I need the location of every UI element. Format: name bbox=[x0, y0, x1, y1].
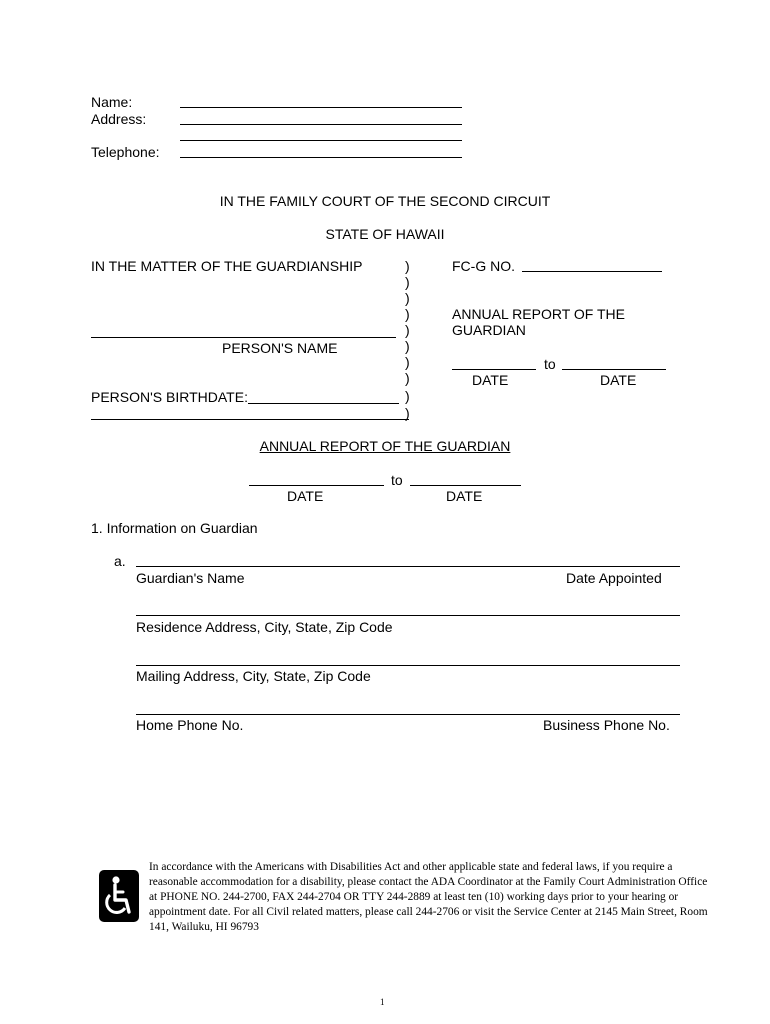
name-line[interactable] bbox=[180, 107, 462, 108]
item-a-label: a. bbox=[114, 553, 126, 569]
report-title-line2: GUARDIAN bbox=[452, 322, 526, 338]
caption-date-to-label: DATE bbox=[600, 372, 637, 388]
mailing-address-line[interactable] bbox=[136, 665, 680, 666]
business-phone-label: Business Phone No. bbox=[543, 717, 670, 733]
case-no-line[interactable] bbox=[522, 271, 662, 272]
birthdate-line[interactable] bbox=[248, 403, 399, 404]
caption-to-label: to bbox=[544, 356, 556, 372]
report-date-to-line[interactable] bbox=[410, 485, 521, 486]
residence-address-line[interactable] bbox=[136, 615, 680, 616]
birthdate-label: PERSON'S BIRTHDATE: bbox=[91, 389, 248, 405]
date-appointed-label: Date Appointed bbox=[566, 570, 662, 586]
paren: ) bbox=[405, 405, 410, 421]
report-date-from-line[interactable] bbox=[249, 485, 384, 486]
wheelchair-icon bbox=[99, 870, 139, 922]
matter-label: IN THE MATTER OF THE GUARDIANSHIP bbox=[91, 258, 363, 274]
report-title-line1: ANNUAL REPORT OF THE bbox=[452, 306, 625, 322]
caption-date-from-line[interactable] bbox=[452, 369, 536, 370]
paren: ) bbox=[405, 258, 410, 274]
paren: ) bbox=[405, 290, 410, 306]
persons-name-line[interactable] bbox=[91, 337, 396, 338]
caption-date-to-line[interactable] bbox=[562, 369, 666, 370]
page-number: 1 bbox=[380, 997, 385, 1007]
case-no-label: FC-G NO. bbox=[452, 258, 515, 274]
home-phone-label: Home Phone No. bbox=[136, 717, 244, 733]
name-label: Name: bbox=[91, 94, 133, 110]
report-date-from-label: DATE bbox=[287, 488, 324, 504]
paren: ) bbox=[405, 354, 410, 370]
mailing-address-label: Mailing Address, City, State, Zip Code bbox=[136, 668, 371, 684]
telephone-label: Telephone: bbox=[91, 144, 160, 160]
report-heading: ANNUAL REPORT OF THE GUARDIAN bbox=[259, 438, 511, 454]
guardians-name-label: Guardian's Name bbox=[136, 570, 245, 586]
paren: ) bbox=[405, 338, 410, 354]
state-title: STATE OF HAWAII bbox=[325, 226, 445, 242]
caption-date-from-label: DATE bbox=[472, 372, 509, 388]
paren: ) bbox=[405, 274, 410, 290]
caption-bottom-line bbox=[91, 419, 409, 420]
paren: ) bbox=[405, 388, 410, 404]
section1-heading: 1. Information on Guardian bbox=[91, 520, 258, 536]
ada-notice: In accordance with the Americans with Disabilities Act and other applicable state and federal laws, if you require a reasonable accommodation for a disability, please contact the ADA Coordinator at the Family Court Administration Office at PHONE NO. 244-2700, FAX 244-2704 OR TTY 244-2889 at least ten (10) working days prior to your hearing or appointment date. For all Civil related matters, please call 244-2706 or visit the Service Center at 2145 Main Street, Room 141, Wailuku, HI 96793 bbox=[149, 861, 708, 933]
paren: ) bbox=[405, 322, 410, 338]
address-line-1[interactable] bbox=[180, 124, 462, 125]
report-to-label: to bbox=[391, 472, 403, 488]
guardian-name-line[interactable] bbox=[136, 566, 680, 567]
residence-address-label: Residence Address, City, State, Zip Code bbox=[136, 619, 393, 635]
telephone-line[interactable] bbox=[180, 157, 462, 158]
phone-line[interactable] bbox=[136, 714, 680, 715]
court-title: IN THE FAMILY COURT OF THE SECOND CIRCUIT bbox=[219, 193, 551, 209]
paren: ) bbox=[405, 306, 410, 322]
report-date-to-label: DATE bbox=[446, 488, 483, 504]
address-label: Address: bbox=[91, 111, 147, 127]
persons-name-label: PERSON'S NAME bbox=[222, 340, 338, 356]
address-line-2[interactable] bbox=[180, 140, 462, 141]
paren: ) bbox=[405, 370, 410, 386]
